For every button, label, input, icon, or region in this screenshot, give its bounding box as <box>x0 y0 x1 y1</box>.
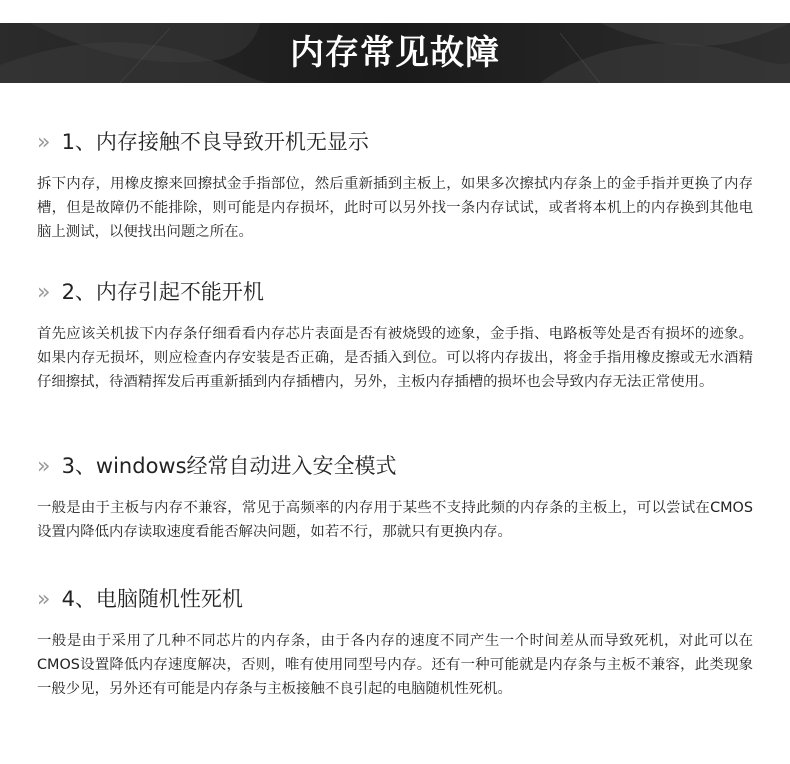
double-chevron-icon: » <box>37 130 51 155</box>
section-body: 一般是由于采用了几种不同芯片的内存条，由于各内存的速度不同产生一个时间差从而导致死机，对此可以在CMOS设置降低内存速度解决，否则，唯有使用同型号内存。还有一种可能就是内存条与主板不兼容，此类现象一般少见，另外还有可能是内存条与主板接触不良引起的电脑随机性死机。 <box>37 633 753 697</box>
page-title: 内存常见故障 <box>290 33 500 73</box>
section-heading <box>37 277 753 307</box>
double-chevron-icon: » <box>37 280 51 305</box>
section-3 <box>37 451 753 544</box>
section-body: 首先应该关机拔下内存条仔细看看内存芯片表面是否有被烧毁的迹象，金手指、电路板等处是否有损坏的迹象。如果内存无损坏，则应检查内存安装是否正确，是否插入到位。可以将内存拔出，将金手指用橡皮擦或无水酒精仔细擦拭，待酒精挥发后再重新插到内存插槽内，另外，主板内存插槽的损坏也会导致内存无法正常使用。 <box>37 326 753 390</box>
double-chevron-icon: » <box>37 587 51 612</box>
section-body: 一般是由于主板与内存不兼容，常见于高频率的内存用于某些不支持此频的内存条的主板上，可以尝试在CMOS设置内降低内存读取速度看能否解决问题，如若不行，那就只有更换内存。 <box>37 500 753 540</box>
title-banner <box>0 23 790 83</box>
section-body: 拆下内存，用橡皮擦来回擦拭金手指部位，然后重新插到主板上，如果多次擦拭内存条上的金手指并更换了内存槽，但是故障仍不能排除，则可能是内存损坏，此时可以另外找一条内存试试，或者将本机上的内存换到其他电脑上测试，以便找出问题之所在。 <box>37 176 753 240</box>
section-title: 2、内存引起不能开机 <box>61 280 264 304</box>
section-heading <box>37 451 753 481</box>
double-chevron-icon: » <box>37 454 51 479</box>
section-2 <box>37 277 753 394</box>
section-heading <box>37 127 753 157</box>
section-4 <box>37 584 753 701</box>
section-title: 4、电脑随机性死机 <box>61 587 243 611</box>
section-1 <box>37 127 753 244</box>
section-heading <box>37 584 753 614</box>
section-title: 3、windows经常自动进入安全模式 <box>61 454 397 478</box>
section-title: 1、内存接触不良导致开机无显示 <box>61 130 369 154</box>
